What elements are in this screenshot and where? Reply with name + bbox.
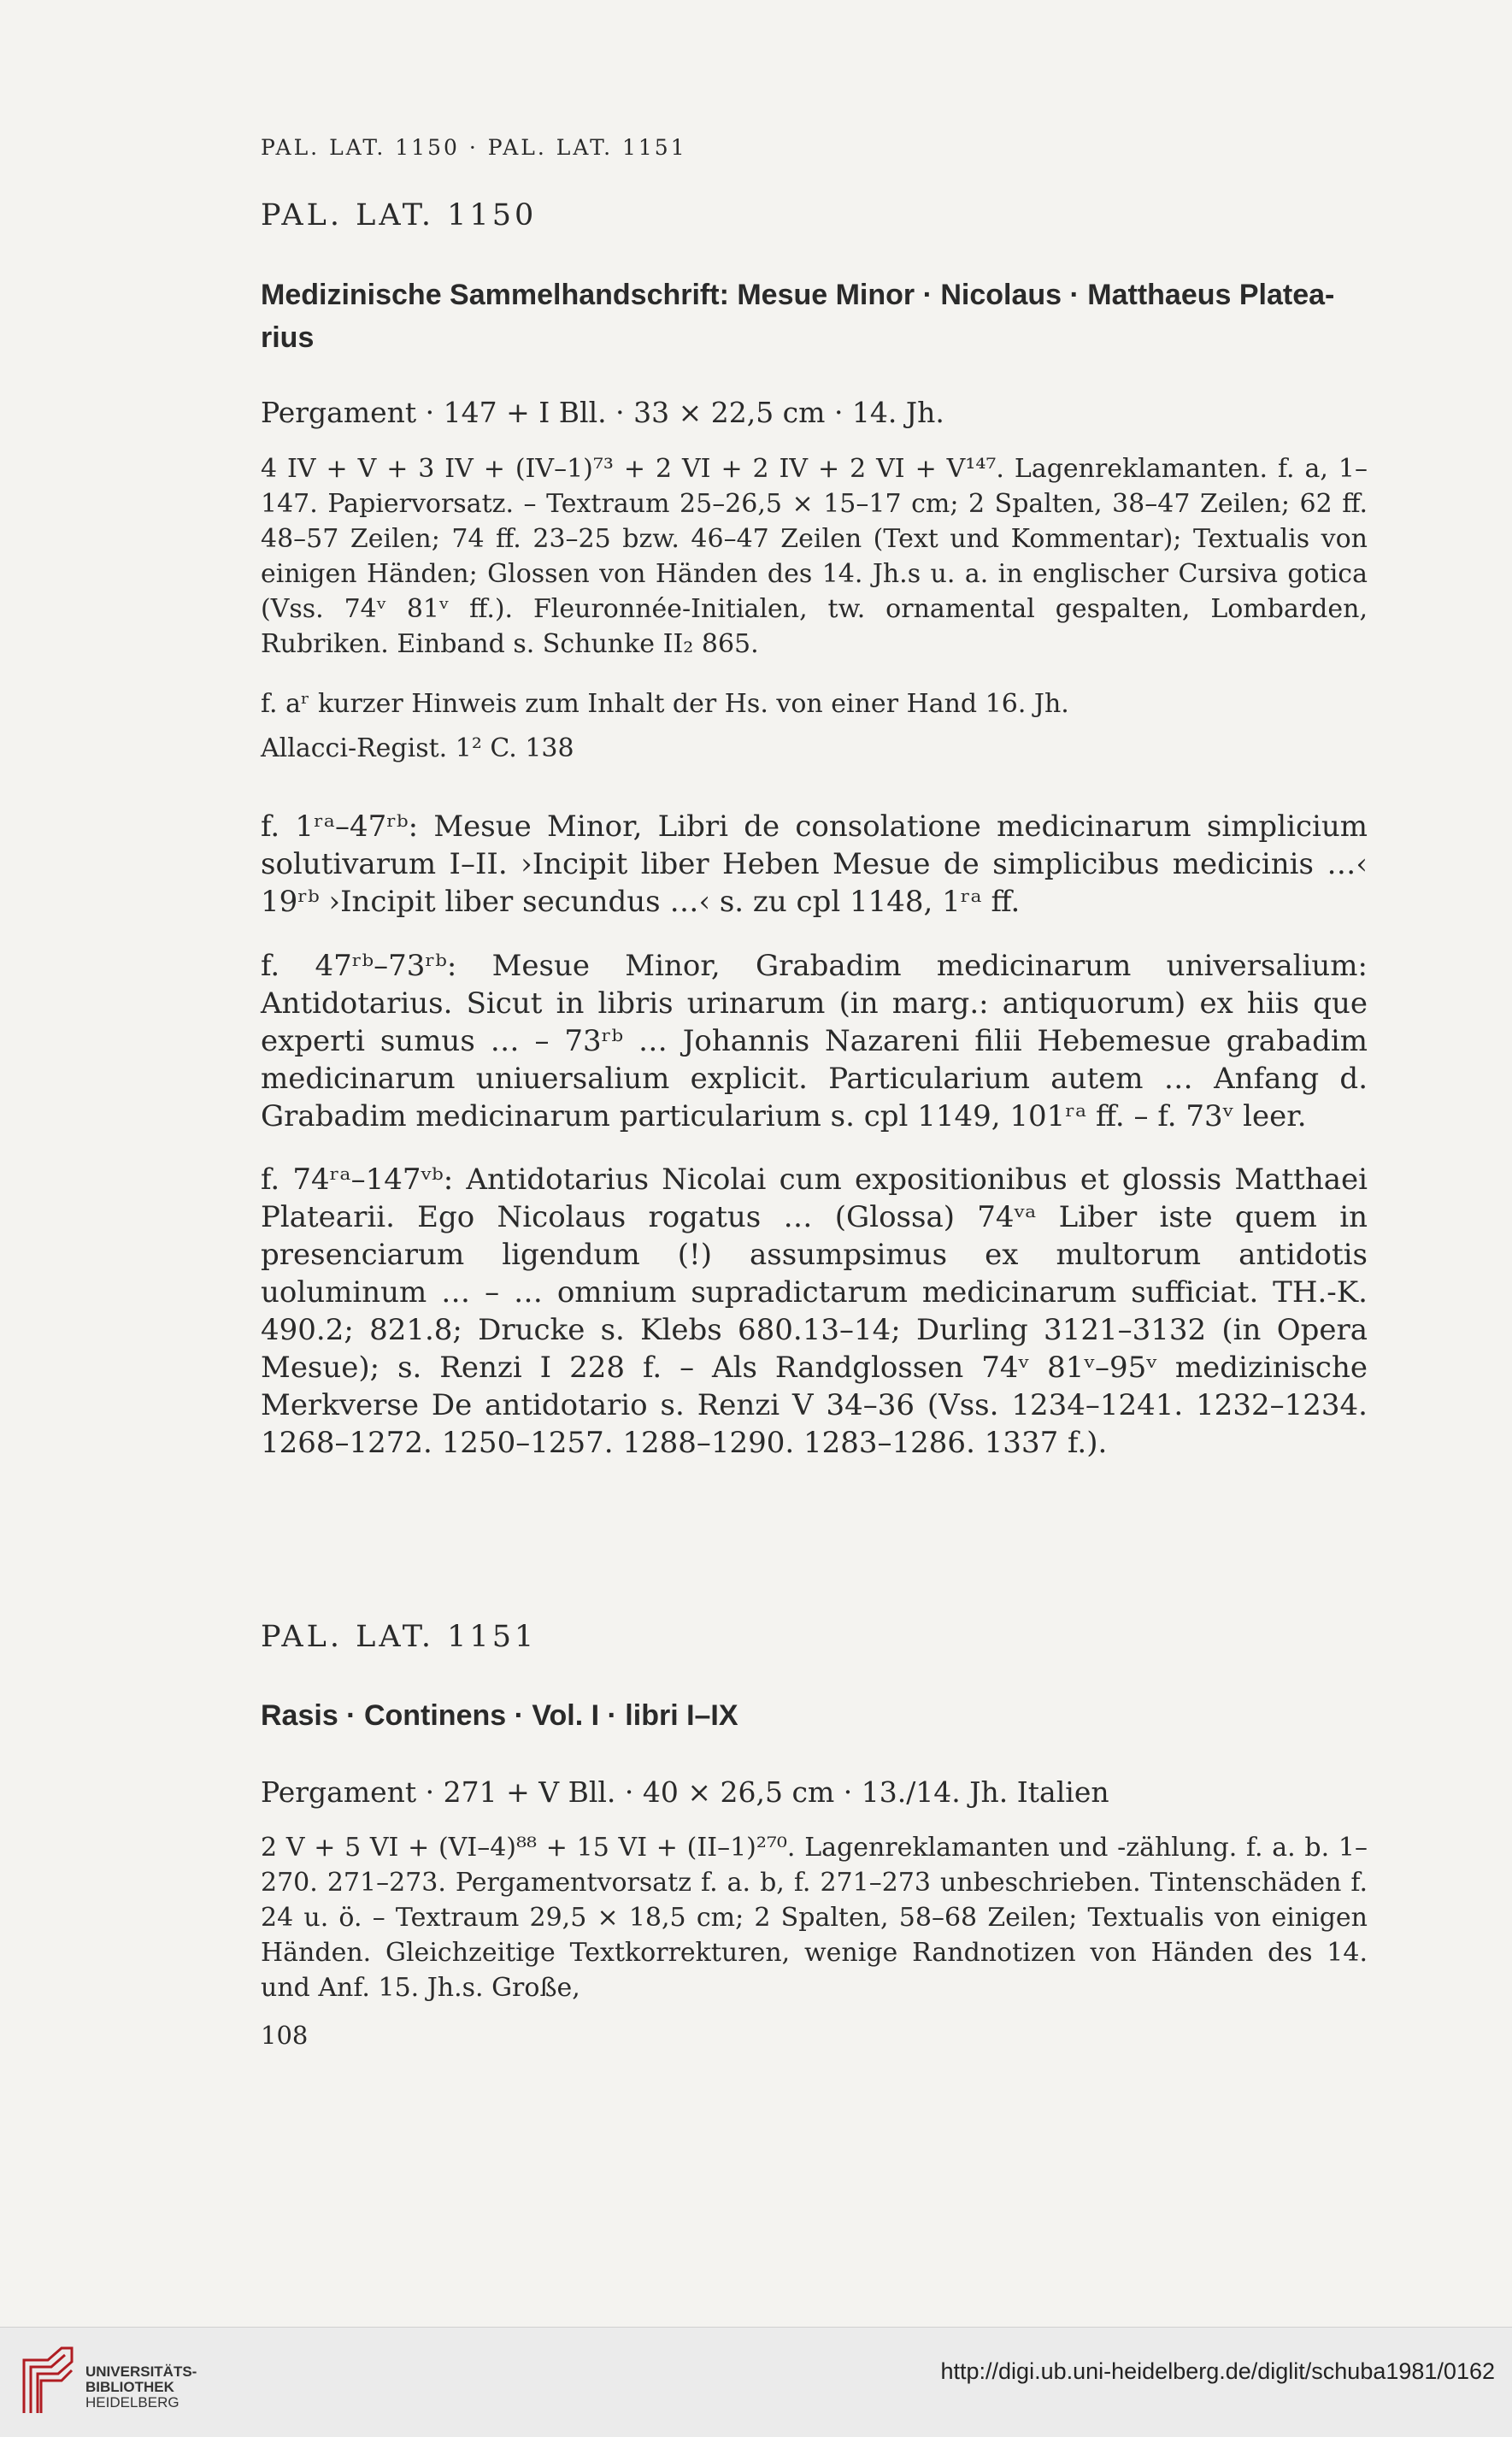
entry-signature-1151: PAL. LAT. 1151 (261, 1620, 538, 1654)
content-item-1: f. 1ʳᵃ–47ʳᵇ: Mesue Minor, Libri de consolatione medicinarum simplicium solutivarum I–II. ›Incipit liber Heben Mesue de simplicibus medicinis …‹ 19ʳᵇ ›Incipit liber secundus …‹ s. zu cpl 1148, 1ʳᵃ ff. (261, 809, 1368, 919)
entry-signature-1150: PAL. LAT. 1150 (261, 198, 538, 233)
note-1150: f. aʳ kurzer Hinweis zum Inhalt der Hs. von einer Hand 16. Jh. (261, 689, 1069, 719)
entry-title-1150: Medizinische Sammelhandschrift: Mesue Minor · Nicolaus · Matthaeus Platea-rius (261, 279, 1335, 354)
codicological-description-1151: 2 V + 5 VI + (VI–4)⁸⁸ + 15 VI + (II–1)²⁷⁰. Lagenreklamanten und -zählung. f. a. b. 1–270. 271–273. Pergamentvorsatz f. a. b, f. 271–273 unbeschrieben. Tintenschäden f. 24 u. ö. – Textraum 29,5 × 18,5 cm; 2 Spalten, 58–68 Zeilen; Textualis von einigen Händen. Gleichzeitige Textkorrekturen, wenige Randnotizen von Händen des 14. und Anf. 15. Jh.s. Große, (261, 1833, 1368, 2003)
library-name-line-1: UNIVERSITÄTS- (85, 2363, 197, 2380)
physical-description-1150: Pergament · 147 + I Bll. · 33 × 22,5 cm · 14. Jh. (261, 396, 944, 429)
physical-description-1151: Pergament · 271 + V Bll. · 40 × 26,5 cm · 13./14. Jh. Italien (261, 1775, 1109, 1809)
university-library-logo-icon (17, 2343, 77, 2420)
page-number: 108 (261, 2021, 309, 2050)
viewer-footer (0, 2327, 1512, 2437)
running-head: PAL. LAT. 1150 · PAL. LAT. 1151 (261, 135, 687, 160)
entry-title-1151: Rasis · Continens · Vol. I · libri I–IX (261, 1699, 738, 1732)
library-name-line-2: BIBLIOTHEK (85, 2379, 174, 2395)
content-item-2: f. 47ʳᵇ–73ʳᵇ: Mesue Minor, Grabadim medicinarum universalium: Antidotarius. Sicut in libris urinarum (in marg.: antiquorum) ex hiis que experti sumus … – 73ʳᵇ … Johannis Nazareni filii Hebemesue grabadim medicinarum uniuersalium explicit. Particularium autem … Anfang d. Grabadim medicinarum particularium s. cpl 1149, 101ʳᵃ ff. – f. 73ᵛ leer. (261, 949, 1368, 1133)
library-name-line-3: HEIDELBERG (85, 2394, 179, 2411)
allacci-reference-1150: Allacci-Regist. 1² C. 138 (261, 733, 574, 763)
library-name (85, 2364, 197, 2411)
codicological-description-1150: 4 IV + V + 3 IV + (IV–1)⁷³ + 2 VI + 2 IV + 2 VI + V¹⁴⁷. Lagenreklamanten. f. a, 1–147. Papiervorsatz. – Textraum 25–26,5 × 15–17 cm; 2 Spalten, 38–47 Zeilen; 62 ff. 48–57 Zeilen; 74 ff. 23–25 bzw. 46–47 Zeilen (Text und Kommentar); Textualis von einigen Händen; Glossen von Händen des 14. Jh.s u. a. in englischer Cursiva gotica (Vss. 74ᵛ 81ᵛ ff.). Fleuronnée-Initialen, tw. ornamental gespalten, Lombarden, Rubriken. Einband s. Schunke II₂ 865. (261, 454, 1368, 659)
permalink-url[interactable]: http://digi.ub.uni-heidelberg.de/diglit/schuba1981/0162 (940, 2358, 1495, 2384)
content-item-3: f. 74ʳᵃ–147ᵛᵇ: Antidotarius Nicolai cum expositionibus et glossis Matthaei Platearii. Ego Nicolaus rogatus … (Glossa) 74ᵛᵃ Liber iste quem in presenciarum ligendum (!) assumpsimus ex multorum antidotis uoluminum … – … omnium supradictarum medicinarum sufficiat. TH.-K. 490.2; 821.8; Drucke s. Klebs 680.13–14; Durling 3121–3132 (in Opera Mesue); s. Renzi I 228 f. – Als Randglossen 74ᵛ 81ᵛ–95ᵛ medizinische Merkverse De antidotario s. Renzi V 34–36 (Vss. 1234–1241. 1232–1234. 1268–1272. 1250–1257. 1288–1290. 1283–1286. 1337 f.). (261, 1163, 1368, 1460)
